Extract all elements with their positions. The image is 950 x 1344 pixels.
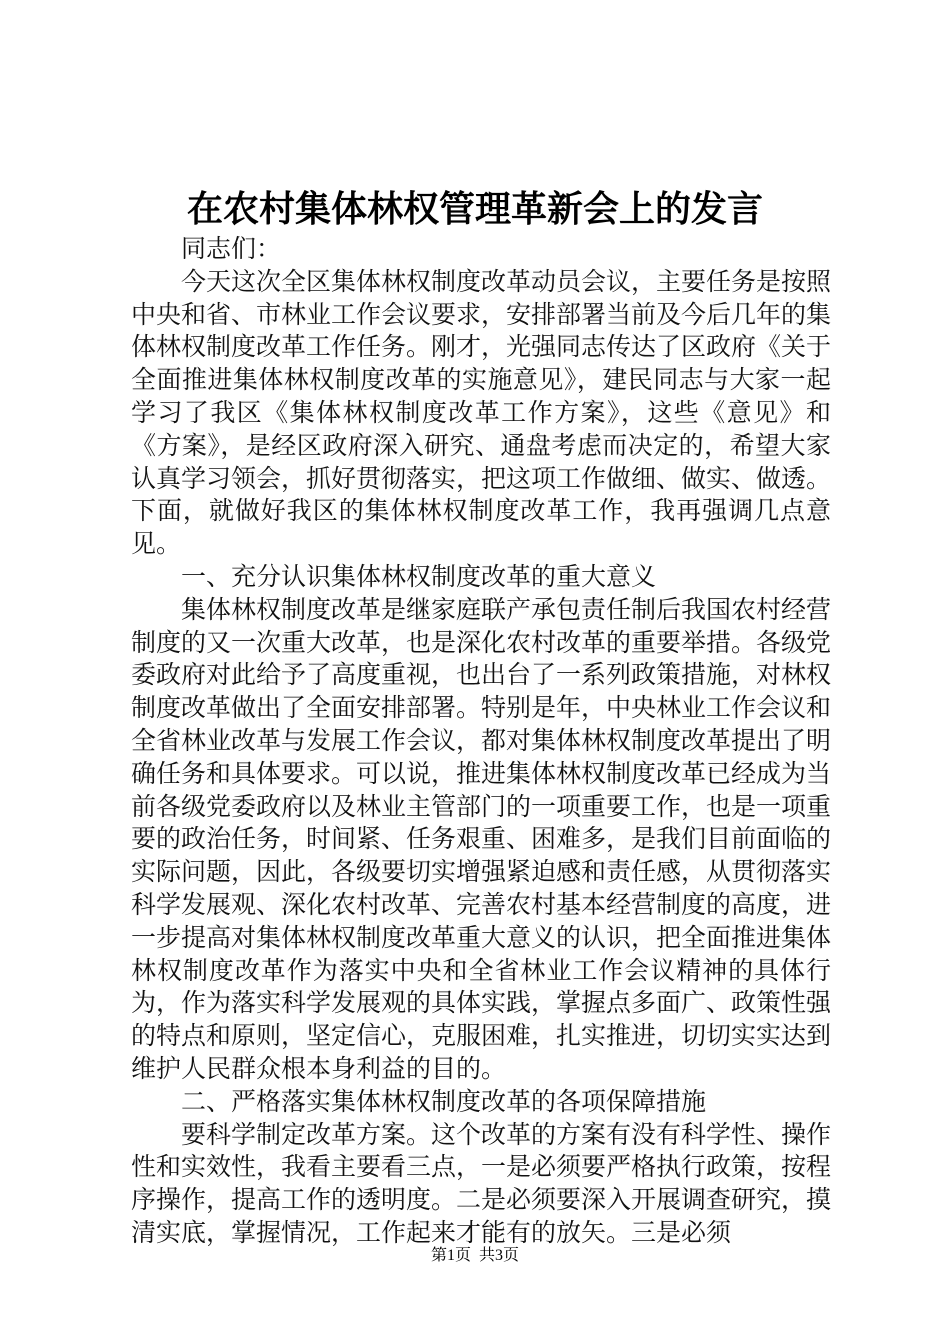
document-title: 在农村集体林权管理革新会上的发言 <box>186 188 763 230</box>
section-heading-1: 一、充分认识集体林权制度改革的重大意义 <box>181 561 657 591</box>
salutation-paragraph: 同志们： <box>181 234 282 263</box>
section-heading-2: 二、严格落实集体林权制度改革的各项保障措施 <box>181 1086 707 1116</box>
intro-paragraph: 今天这次全区集体林权制度改革动员会议，主要任务是按照中央和省、市林业工作会议要求，安排部署当前及今后几年的集体林权制度改革工作任务。刚才，光强同志传达了区政府《关于全面推进集体林权制度改革的实施意见》，建民同志与大家一起学习了我区《集体林权制度改革工作方案》，这些《意见》和《方案》，是经区政府深入研究、通盘考虑而决定的，希望大家认真学习领会，抓好贯彻落实，把这项工作做细、做实、做透。下面，就做好我区的集体林权制度改革工作，我再强调几点意见。 <box>131 266 832 559</box>
section-2-paragraph: 要科学制定改革方案。这个改革的方案有没有科学性、操作性和实效性，我看主要看三点，一是必须要严格执行政策，按程序操作，提高工作的透明度。二是必须要深入开展调查研究，摸清实底，掌握情况，工作起来才能有的放矢。三是必须 <box>131 1119 832 1247</box>
section-1-paragraph: 集体林权制度改革是继家庭联产承包责任制后我国农村经营制度的又一次重大改革，也是深化农村改革的重要举措。各级党委政府对此给予了高度重视，也出台了一系列政策措施，对林权制度改革做出了全面安排部署。特别是年，中央林业工作会议和全省林业改革与发展工作会议，都对集体林权制度改革提出了明确任务和具体要求。可以说，推进集体林权制度改革已经成为当前各级党委政府以及林业主管部门的一项重要工作，也是一项重要的政治任务，时间紧、任务艰重、困难多，是我们目前面临的实际问题，因此，各级要切实增强紧迫感和责任感，从贯彻落实科学发展观、深化农村改革、完善农村基本经营制度的高度，进一步提高对集体林权制度改革重大意义的认识，把全面推进集体林权制度改革作为落实中央和全省林业工作会议精神的具体行为，作为落实科学发展观的具体实践，掌握点多面广、政策性强的特点和原则，坚定信心，克服困难，扎实推进，切切实实达到维护人民群众根本身利益的目的。 <box>131 594 832 1083</box>
document-body <box>131 233 831 1250</box>
page-number-footer: 第1页 共3页 <box>430 1247 519 1264</box>
